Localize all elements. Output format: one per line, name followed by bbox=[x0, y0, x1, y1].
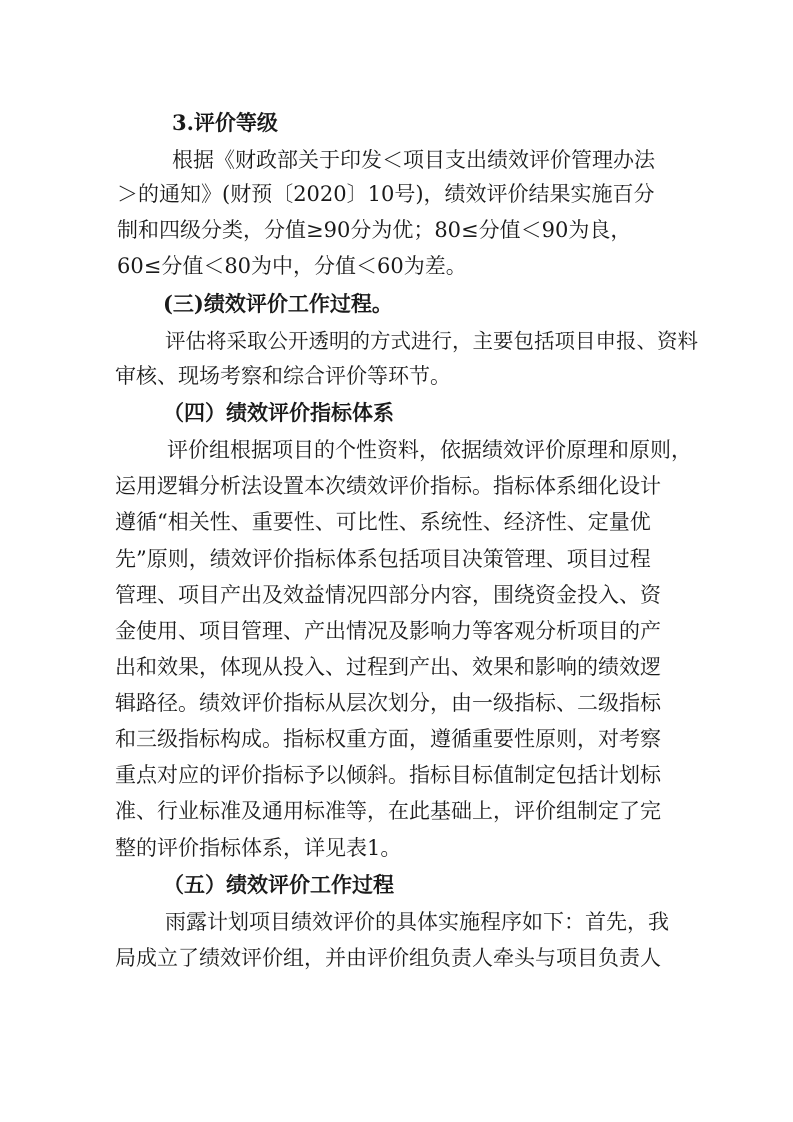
paragraph-line: 整的评价指标体系，详见表1。 bbox=[115, 836, 402, 860]
paragraph-line: 出和效果，体现从投入、过程到产出、效果和影响的绩效逻 bbox=[115, 655, 661, 679]
paragraph-line: 根据《财政部关于印发＜项目支出绩效评价管理办法 bbox=[172, 148, 655, 172]
heading-evaluation-grade: 3.评价等级 bbox=[172, 110, 278, 135]
paragraph-line: 审核、现场考察和综合评价等环节。 bbox=[115, 364, 451, 388]
paragraph-line: 雨露计划项目绩效评价的具体实施程序如下：首先，我 bbox=[165, 910, 669, 934]
paragraph-line: 先”原则，绩效评价指标体系包括项目决策管理、项目过程 bbox=[115, 547, 651, 571]
paragraph-line: 遵循“相关性、重要性、可比性、系统性、经济性、定量优 bbox=[115, 510, 651, 534]
paragraph-line: 运用逻辑分析法设置本次绩效评价指标。指标体系细化设计 bbox=[115, 474, 661, 498]
paragraph-line: 制和四级分类，分值≥90分为优；80≤分值＜90为良， bbox=[117, 218, 632, 242]
paragraph-line: 局成立了绩效评价组，并由评价组负责人牵头与项目负责人 bbox=[115, 946, 661, 970]
heading-section-three: (三)绩效评价工作过程。 bbox=[163, 291, 393, 316]
paragraph-line: 管理、项目产出及效益情况四部分内容，围绕资金投入、资 bbox=[115, 583, 661, 607]
paragraph-line: 评价组根据项目的个性资料，依据绩效评价原理和原则， bbox=[167, 438, 692, 462]
paragraph-line: 准、行业标准及通用标准等，在此基础上，评价组制定了完 bbox=[115, 799, 661, 823]
paragraph-line: 60≤分值＜80为中，分值＜60为差。 bbox=[117, 254, 467, 278]
paragraph-line: 辑路径。绩效评价指标从层次划分，由一级指标、二级指标 bbox=[115, 691, 661, 715]
paragraph-line: ＞的通知》(财预〔2020〕10号)，绩效评价结果实施百分 bbox=[117, 182, 655, 206]
heading-section-four: （四）绩效评价指标体系 bbox=[163, 400, 394, 425]
paragraph-line: 重点对应的评价指标予以倾斜。指标目标值制定包括计划标 bbox=[115, 763, 661, 787]
paragraph-line: 评估将采取公开透明的方式进行，主要包括项目申报、资料 bbox=[165, 329, 698, 353]
heading-section-five: （五）绩效评价工作过程 bbox=[163, 872, 394, 897]
paragraph-line: 金使用、项目管理、产出情况及影响力等客观分析项目的产 bbox=[115, 619, 661, 643]
paragraph-line: 和三级指标构成。指标权重方面，遵循重要性原则，对考察 bbox=[115, 727, 661, 751]
